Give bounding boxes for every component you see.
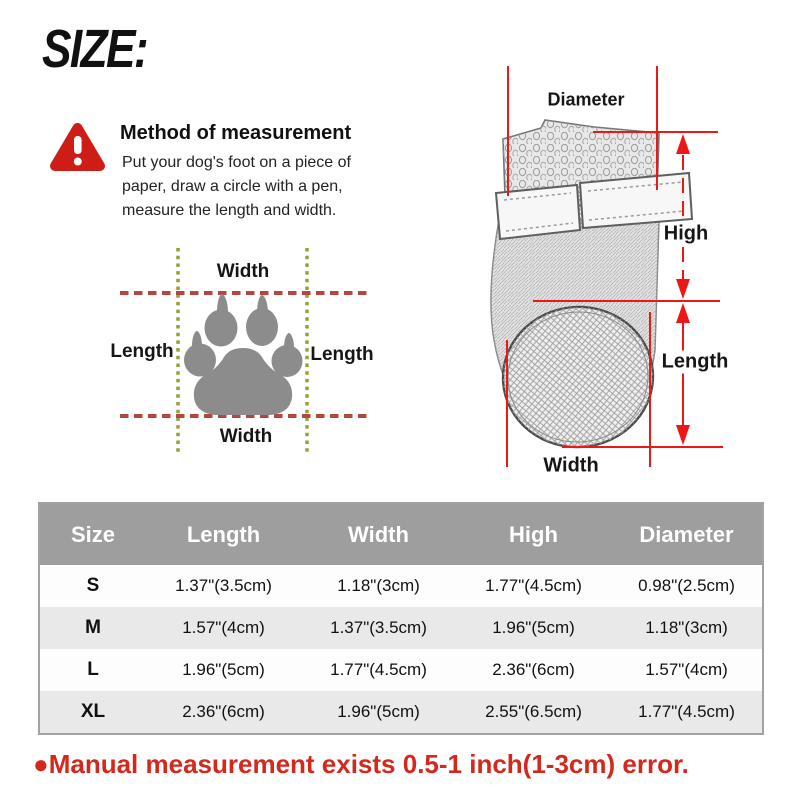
cell-size: M xyxy=(85,617,101,638)
cell-width: 1.37"(3.5cm) xyxy=(330,618,427,637)
table-row-xl xyxy=(39,691,763,734)
paw-length-left-label: Length xyxy=(110,341,174,362)
cell-high: 1.96"(5cm) xyxy=(492,618,575,637)
cell-diameter: 0.98"(2.5cm) xyxy=(638,576,735,595)
boot-length-label: Length xyxy=(659,351,732,374)
table-row-s xyxy=(39,565,763,607)
cell-length: 1.37"(3.5cm) xyxy=(175,576,272,595)
paw-width-top-label: Width xyxy=(216,261,270,282)
cell-width: 1.96"(5cm) xyxy=(337,702,420,721)
paw-width-bottom-label: Width xyxy=(219,426,273,447)
cell-diameter: 1.18"(3cm) xyxy=(645,618,728,637)
measurement-error-note: ●Manual measurement exists 0.5-1 inch(1-3cm) error. xyxy=(33,749,689,779)
column-header-high: High xyxy=(456,503,611,565)
table-row-l xyxy=(39,649,763,691)
cell-width: 1.77"(4.5cm) xyxy=(330,660,427,679)
method-instruction-line: measure the length and width. xyxy=(122,202,337,219)
warning-icon xyxy=(55,128,100,166)
size-table-header-row xyxy=(39,503,763,565)
method-title: Method of measurement xyxy=(120,122,352,144)
boot-high-label: High xyxy=(661,223,711,246)
cell-length: 2.36"(6cm) xyxy=(182,702,265,721)
cell-length: 1.96"(5cm) xyxy=(182,660,265,679)
cell-diameter: 1.77"(4.5cm) xyxy=(638,702,735,721)
cell-size: XL xyxy=(80,701,106,722)
boot-diameter-label: Diameter xyxy=(547,89,625,110)
column-header-length: Length xyxy=(146,503,301,565)
size-table xyxy=(38,502,764,735)
column-header-width: Width xyxy=(301,503,456,565)
table-row-m xyxy=(39,607,763,649)
cell-high: 2.36"(6cm) xyxy=(492,660,575,679)
cell-width: 1.18"(3cm) xyxy=(337,576,420,595)
paw-length-right-label: Length xyxy=(310,344,374,365)
cell-length: 1.57"(4cm) xyxy=(182,618,265,637)
method-instruction-line: Put your dog's foot on a piece of xyxy=(122,154,351,171)
cell-diameter: 1.57"(4cm) xyxy=(645,660,728,679)
boot-width-label: Width xyxy=(543,454,599,477)
paw-icon xyxy=(184,294,303,415)
column-header-diameter: Diameter xyxy=(611,503,763,565)
page-title: SIZE: xyxy=(42,19,147,79)
column-header-size: Size xyxy=(39,503,146,565)
method-instruction-line: paper, draw a circle with a pen, xyxy=(122,178,343,195)
cell-high: 1.77"(4.5cm) xyxy=(485,576,582,595)
dog-boot-illustration xyxy=(491,120,692,453)
cell-high: 2.55"(6.5cm) xyxy=(485,702,582,721)
cell-size: L xyxy=(87,659,99,680)
cell-size: S xyxy=(86,575,100,596)
